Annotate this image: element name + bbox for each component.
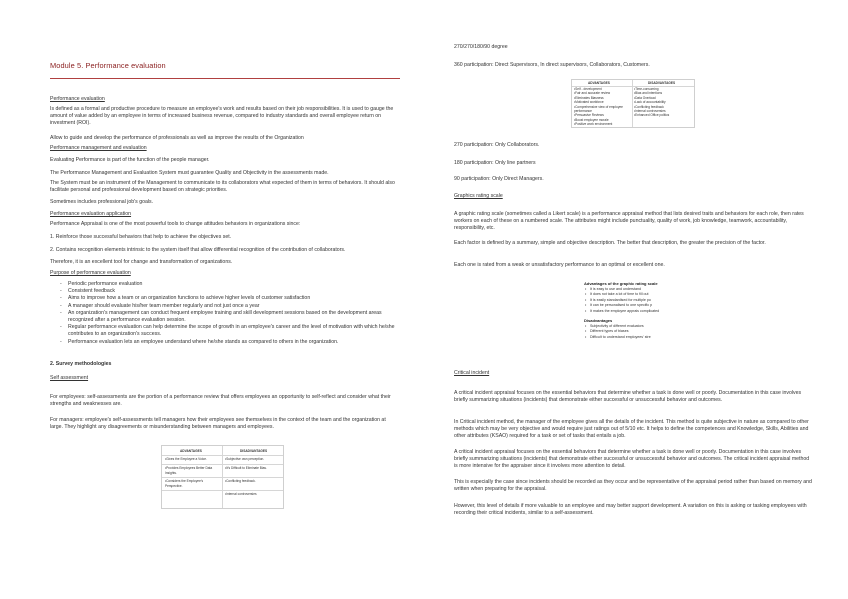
list-item: • Difficult to understand employees' stre xyxy=(584,335,682,340)
paragraph: Each one is rated from a weak or unsatisfactory performance to an optimal or excellent one. xyxy=(454,262,665,268)
paragraph: A graphic rating scale (sometimes called a Likert scale) is a performance appraisal method that lists desired traits and behaviors for each role, then rates workers on each of these on a numbered scale. The attributes might include punctuality, quality of work, job knowledge, teamwork, accountability, responsibility, etc. xyxy=(454,211,804,232)
paragraph: The Performance Management and Evaluation System must guarantee Quality and Objectivity in the assessments made. xyxy=(50,170,329,176)
list-item: - An organization's management can conduct frequent employee training and skill development sessions based on the development areas recognized after a performance evaluation session. xyxy=(50,310,400,324)
paragraph: However, this level of details if more valuable to an employee and may better support development. A variation on this is asking or tasking employees with recording their critical incidents, similar to a self-assessment. xyxy=(454,503,807,517)
paragraph: Evaluating Performance is part of the function of the people manager. xyxy=(50,157,210,163)
list-item: • Subjectivity of different evaluators xyxy=(584,324,682,329)
table-cell: •Conflicting feedback xyxy=(634,104,664,109)
advantages-column xyxy=(574,87,631,127)
table-cell: •Eliminates Biasness xyxy=(574,95,604,100)
list-item: • It can be personalised to one specific p xyxy=(584,303,682,308)
paragraph: For managers: employee's self-assessments tell managers how their employees see themselves in the context of the team and the organization at large. They highlight any disagreements or misunderstanding between managers and employees. xyxy=(50,417,386,431)
table-cell: •Data Overload xyxy=(634,95,656,100)
table-cell: •Lack of accountability xyxy=(634,100,666,105)
table-cell: •Fair and accurate review xyxy=(574,91,611,96)
document-title: Module 5. Performance evaluation xyxy=(50,61,166,70)
table-cell: •Enhanced Office politics xyxy=(634,113,670,118)
paragraph: Sometimes includes professional job's goals. xyxy=(50,199,154,205)
disadvantages-list xyxy=(584,324,682,340)
table-cell: •It's Difficult to Eliminate Bias. xyxy=(225,466,267,470)
paragraph: 360 participation: Direct Supervisors, In direct supervisors, Collaborators, Customers. xyxy=(454,62,650,68)
table-divider xyxy=(632,80,633,127)
section-heading-survey: 2. Survey methodologies xyxy=(50,361,112,367)
list-item: - Performance evaluation lets an employee understand where he/she stands as compared to others in the organization. xyxy=(50,339,400,346)
table-cell: •Boost employee morale xyxy=(574,117,609,122)
paragraph: 1. Reinforce those successful behaviors that help to achieve the objectives set. xyxy=(50,234,232,240)
paragraph: Performance Appraisal is one of the most powerful tools to change attitudes behaviors in organizations since: xyxy=(50,221,301,227)
table-header: DISADVANTAGES xyxy=(648,81,676,85)
list-item: - A manager should evaluate his/her team member regularly and not just once a year xyxy=(50,303,400,310)
list-item: • It is easy to use and understand xyxy=(584,287,682,292)
table-cell: •Internal controversies xyxy=(225,492,257,496)
paragraph: 180 participation: Only line partners xyxy=(454,160,536,166)
section-heading-management: Performance management and evaluation xyxy=(50,145,147,151)
list-item: - Aims to improve how a team or an organization functions to achieve higher levels of customer satisfaction xyxy=(50,295,400,302)
paragraph: For employees: self-assessments are the portion of a performance review that offers employees an opportunity to self-reflect and consider what their strengths and weaknesses are. xyxy=(50,394,391,408)
list-item: - Consistent feedback xyxy=(50,288,400,295)
paragraph: Is defined as a formal and productive procedure to measure an employee's work and results based on their job responsibilities. It is used to gauge the amount of value added by an employee in terms of increased business revenue, compared to industry standards and overall employee return on investment (ROI). xyxy=(50,106,394,127)
table-cell: •Provides Employees Better Data Insights. xyxy=(165,466,213,475)
subheading-degrees: 270/270/180/90 degree xyxy=(454,44,508,50)
list-item: • It does not take a lot of time to fill out xyxy=(584,292,682,297)
disadvantages-heading: Disadvantages xyxy=(584,318,613,324)
table-header: ADVANTAGES xyxy=(180,449,202,453)
subheading-self-assessment: Self assessment xyxy=(50,375,89,381)
table-cell: •Internal controversies xyxy=(634,109,666,114)
table-cell: •Subjective own perception. xyxy=(225,457,265,461)
right-page xyxy=(424,0,848,599)
list-item: - Regular performance evaluation can help determine the scope of growth in an employee's career and the level of motivation with which he/she contributes to an organization's success. xyxy=(50,324,400,338)
paragraph: 270 participation: Only Collaborators. xyxy=(454,142,540,148)
table-cell: •Bias and intentions xyxy=(634,91,663,96)
paragraph: A critical incident appraisal focuses on the essential behaviors that determine whether a task is done well or poorly. Documentation in this case involves briefly summarizing situations (incidents) that demonstrate either successful or unsuccessful behavior and outcomes. xyxy=(454,390,802,404)
paragraph: Allow to guide and develop the performance of professionals as well as improve the results of the Organization xyxy=(50,135,304,141)
paragraph: 2. Contains recognition elements intrinsic to the system itself that allow differential recognition of the contribution of collaborators. xyxy=(50,247,346,253)
disadvantages-column xyxy=(634,87,692,118)
360-feedback-table xyxy=(571,79,695,128)
table-cell: •Conflicting feedback. xyxy=(225,479,256,483)
table-header: ADVANTAGES xyxy=(588,81,610,85)
paragraph: In Critical incident method, the manager of the employee gives all the details of the incident. This method is quite subjective in nature as compared to other methods which may be very objective and would require just ratings out of 5/10 etc. It helps to define the competences and Knowledge, Skills, Abilities and other attributes (KSAO) required for a task or set of tasks that entails a job. xyxy=(454,419,809,440)
table-header: DISADVANTAGES xyxy=(240,449,268,453)
section-heading-graphics-rating-scale: Graphics rating scale xyxy=(454,193,503,199)
paragraph: A critical incident appraisal focuses on the essential behaviors that determine whether a task is done well or poorly. Documentation in this case involves briefly summarizing situations (incidents) that demonstrate either successful or unsuccessful behavior and outcomes. The critical incident appraisal method is more intensive for the appraiser since it involves more attention to detail. xyxy=(454,449,810,470)
paragraph: 90 participation: Only Direct Managers. xyxy=(454,176,544,182)
advantages-list xyxy=(584,287,682,314)
section-heading-purpose: Purpose of performance evaluation xyxy=(50,270,131,276)
list-item: • Different types of biases xyxy=(584,329,682,334)
graphic-rating-scale-pros-cons xyxy=(584,281,682,361)
table-divider xyxy=(162,464,283,465)
self-assessment-table xyxy=(161,445,284,509)
table-divider xyxy=(162,490,283,491)
table-cell: •Self - development xyxy=(574,87,602,91)
paragraph: Therefore, it is an excellent tool for change and transformation of organizations. xyxy=(50,259,233,265)
list-item: • It is easily standardised for multiple po xyxy=(584,298,682,303)
section-heading-performance-evaluation: Performance evaluation xyxy=(50,96,105,102)
table-cell: •Motivated workforce xyxy=(574,100,604,105)
title-divider xyxy=(50,78,400,79)
paragraph: This is especially the case since incidents should be recorded as they occur and be representative of the appraisal period rather than based on memory and written when preparing for the appraisal. xyxy=(454,479,812,493)
list-item: • It makes the employee apprais complicated xyxy=(584,309,682,314)
table-cell: •Gives the Employee a Voice. xyxy=(165,457,207,461)
section-heading-application: Performance evaluation application xyxy=(50,211,132,217)
table-divider xyxy=(162,455,283,456)
paragraph: Each factor is defined by a summary, simple and objective description. The better that description, the greater the precision of the factor. xyxy=(454,240,766,246)
section-heading-critical-incident: Critical incident xyxy=(454,370,490,376)
table-cell: •Considers the Employee's Perspective. xyxy=(165,479,204,488)
table-divider xyxy=(162,477,283,478)
table-cell: •Comprehensive view of employee performance xyxy=(574,104,623,114)
paragraph: The System must be an instrument of the Management to communicate to its collaborators what expected of them in terms of behaviors. It should also facilitate personal and professional development based on strategic priorities. xyxy=(50,180,395,194)
table-cell: •Time-consuming xyxy=(634,87,659,91)
purpose-list xyxy=(50,281,400,346)
list-item: - Periodic performance evaluation xyxy=(50,281,400,288)
table-cell: •Persuasive Reviews xyxy=(574,113,604,118)
table-cell: •Positive work environment xyxy=(574,122,613,127)
advantages-heading: Advantages of the graphic rating scale xyxy=(584,281,658,286)
